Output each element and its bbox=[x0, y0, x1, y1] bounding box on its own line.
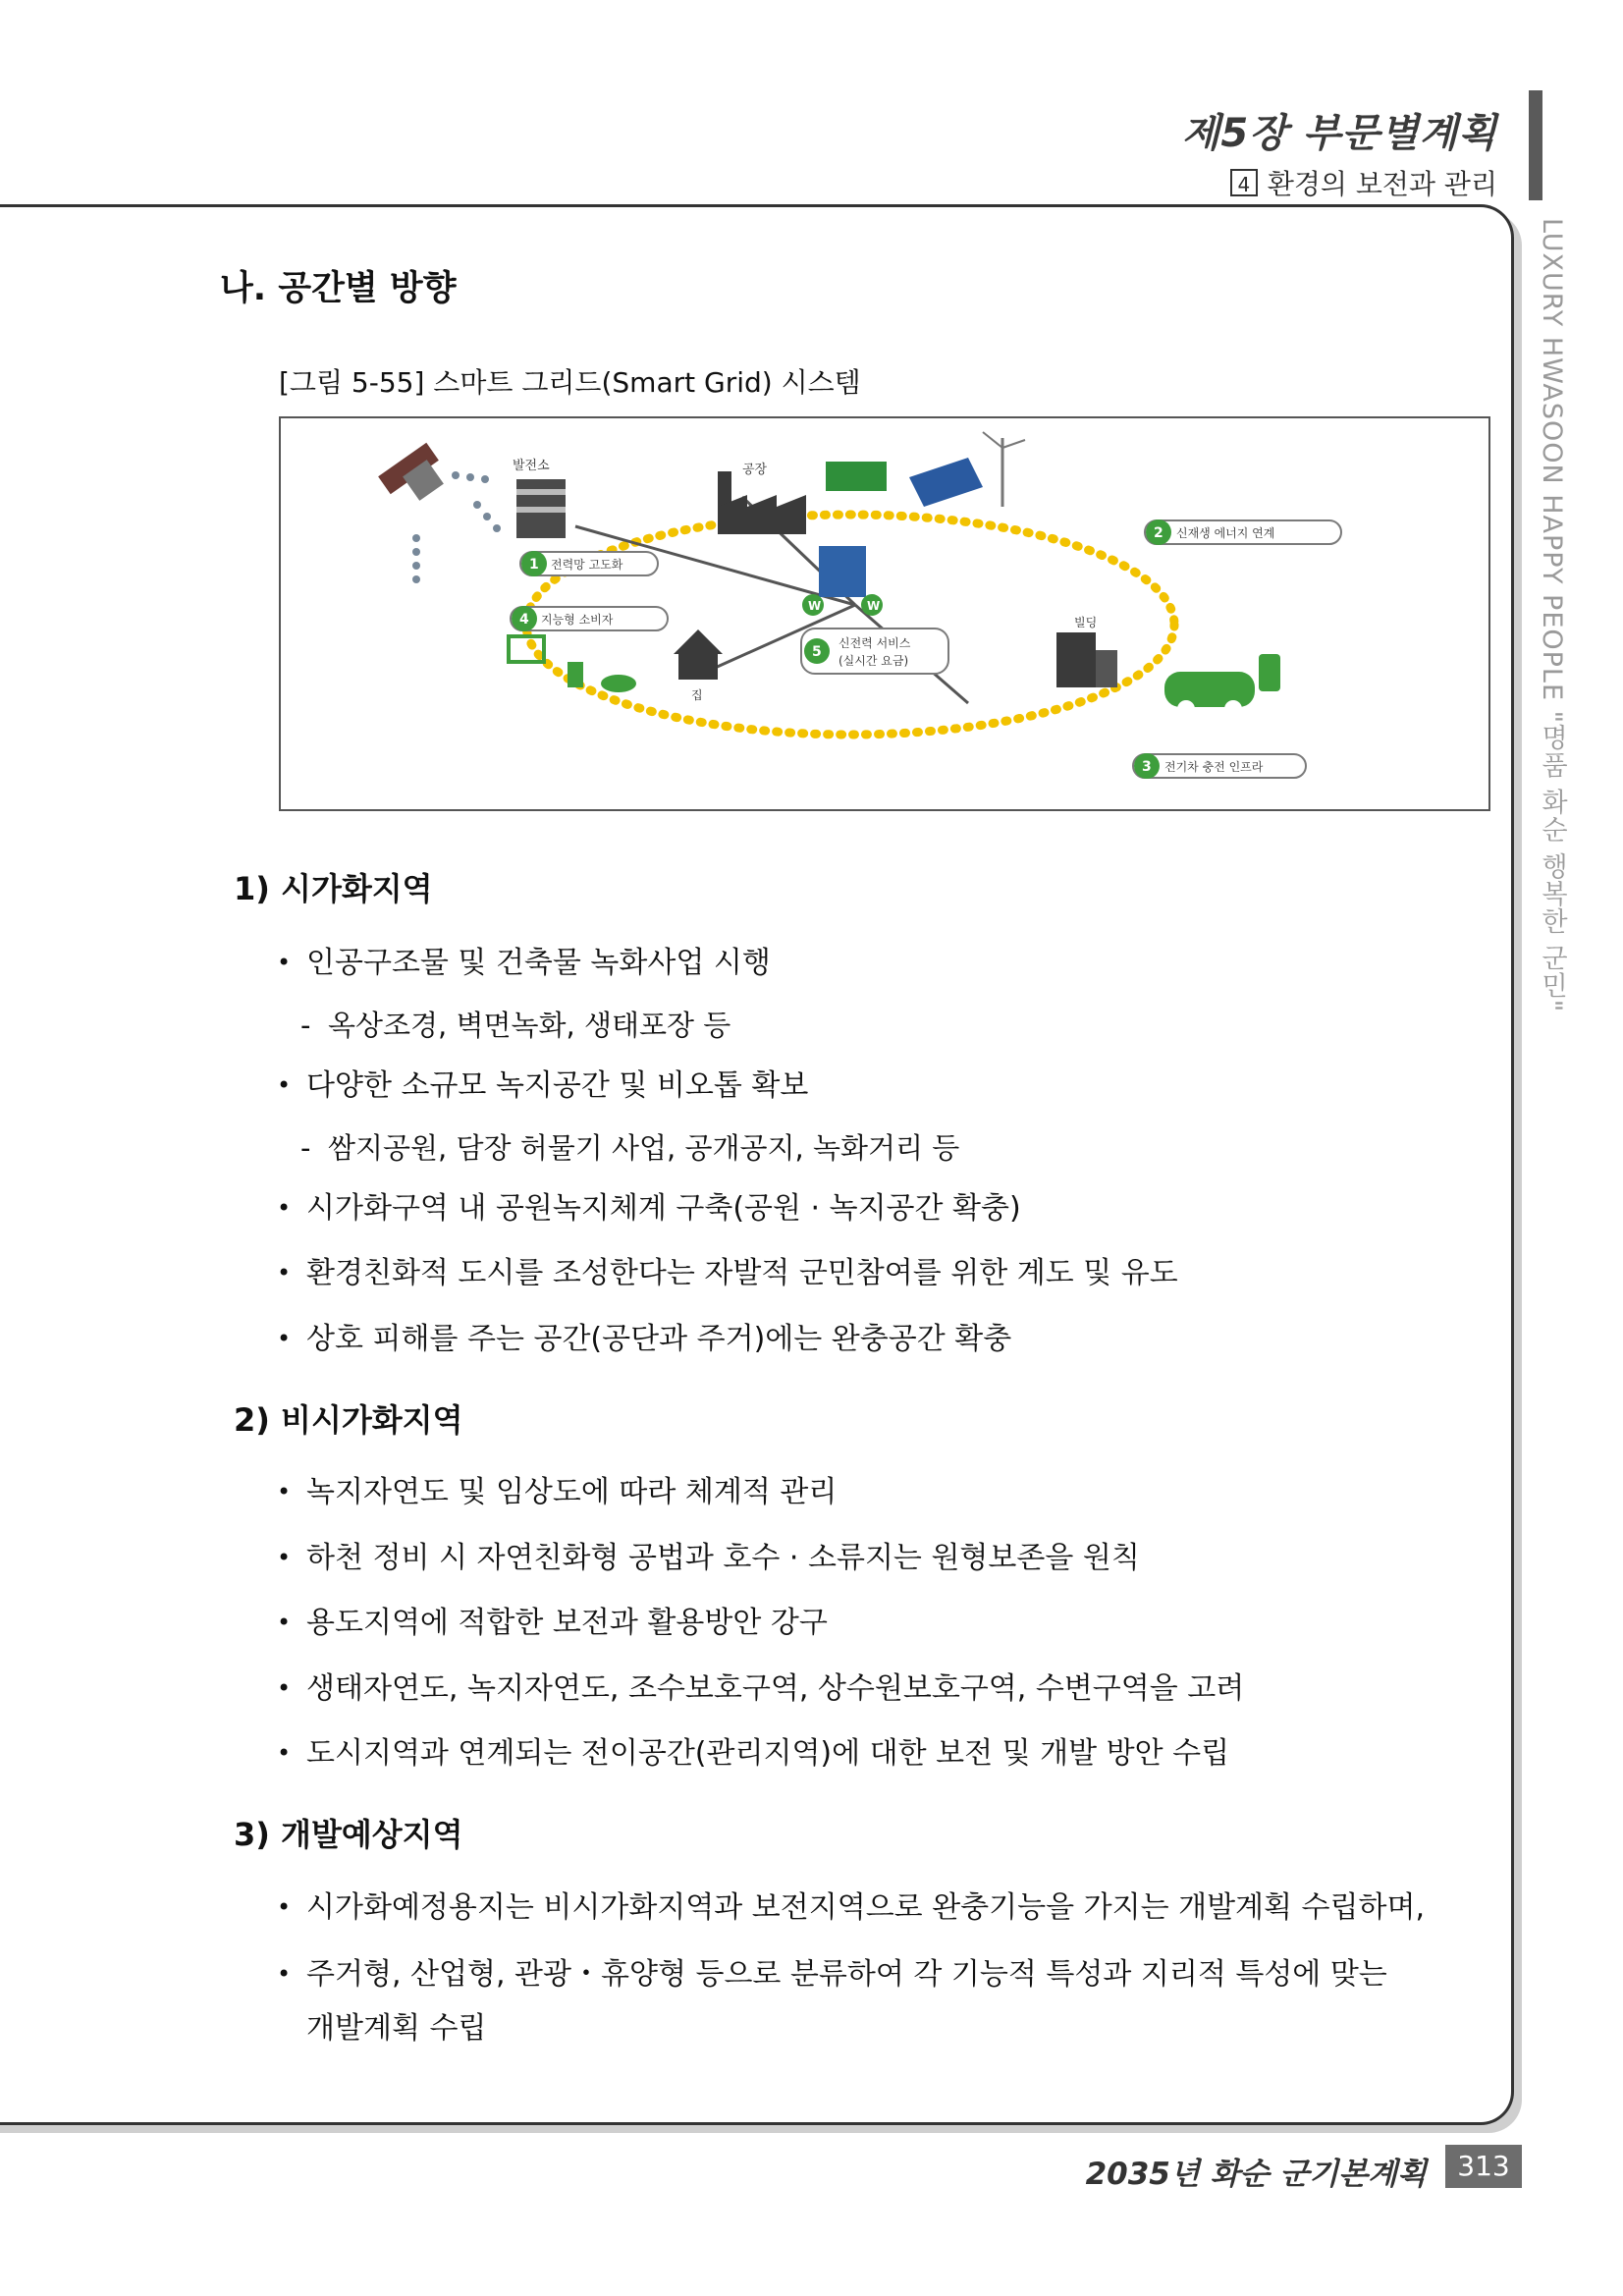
bullet-text: 도시지역과 연계되는 전이공간(관리지역)에 대한 보전 및 개발 방안 수립 bbox=[306, 1736, 1230, 1771]
bullet-text: 인공구조물 및 건축물 녹화사업 시행 bbox=[306, 946, 771, 980]
dash-1-2 bbox=[300, 1126, 959, 1167]
section-title: 나. 공간별 방향 bbox=[220, 269, 457, 308]
bullet-text: 주거형, 산업형, 관광・휴양형 등으로 분류하여 각 기능적 특성과 지리적 특성에 맞는 bbox=[306, 1957, 1387, 1992]
dash-symbol: - bbox=[300, 1009, 311, 1042]
power-plant-label: 발전소 bbox=[513, 459, 550, 473]
bullet-text: 환경친화적 도시를 조성한다는 자발적 군민참여를 위한 계도 및 유도 bbox=[306, 1256, 1178, 1290]
bullet-text: 녹지자연도 및 임상도에 따라 체계적 관리 bbox=[306, 1475, 838, 1509]
bullet-symbol: • bbox=[277, 1674, 292, 1702]
office-building-icon bbox=[1056, 632, 1117, 687]
bullet-text: 시가화예정용지는 비시가화지역과 보전지역으로 완충기능을 가지는 개발계획 수립하며, bbox=[306, 1890, 1426, 1925]
bullet-text: 용도지역에 적합한 보전과 활용방안 강구 bbox=[306, 1606, 828, 1640]
building-label: 빌딩 bbox=[1074, 616, 1098, 629]
dash-text: 쌈지공원, 담장 허물기 사업, 공개공지, 녹화거리 등 bbox=[328, 1131, 960, 1165]
w-left-label: W bbox=[808, 599, 822, 613]
chapter-title: 제5장 부문별계획 bbox=[1181, 111, 1497, 156]
section-reference bbox=[1230, 163, 1497, 202]
subsection-3-title: 3) 개발예상지역 bbox=[234, 1816, 463, 1853]
badge-4-number: 4 bbox=[519, 612, 529, 628]
bullet-symbol: • bbox=[277, 1893, 292, 1921]
bullet-text: 시가화구역 내 공원녹지체계 구축(공원 · 녹지공간 확충) bbox=[306, 1191, 1021, 1226]
bullet-symbol: • bbox=[277, 1325, 292, 1352]
electric-car-icon bbox=[1164, 654, 1280, 718]
bullet-1-3 bbox=[277, 1183, 1021, 1227]
bullet-text: 생태자연도, 녹지자연도, 조수보호구역, 상수원보호구역, 수변구역을 고려 bbox=[306, 1671, 1245, 1706]
bullet-1-1 bbox=[277, 938, 771, 981]
bullet-symbol: • bbox=[277, 1259, 292, 1286]
factory-icon bbox=[718, 471, 806, 534]
header-accent-bar bbox=[1529, 90, 1542, 200]
bullet-3-2-continuation: 개발계획 수립 bbox=[306, 2011, 487, 2046]
badge-3-number: 3 bbox=[1142, 759, 1152, 775]
bullet-2-4 bbox=[277, 1664, 1244, 1707]
badge-1-number: 1 bbox=[529, 557, 539, 573]
dash-text: 옥상조경, 벽면녹화, 생태포장 등 bbox=[328, 1009, 731, 1042]
badge-2-number: 2 bbox=[1154, 525, 1163, 541]
bullet-2-5 bbox=[277, 1728, 1229, 1772]
bullet-1-4 bbox=[277, 1248, 1178, 1291]
dash-symbol: - bbox=[300, 1131, 311, 1165]
badge-1-label: 전력망 고도화 bbox=[551, 558, 623, 572]
smart-grid-diagram bbox=[281, 418, 1488, 809]
bullet-symbol: • bbox=[277, 1071, 292, 1099]
factory-label: 공장 bbox=[742, 463, 768, 477]
bullet-3-2 bbox=[277, 1949, 1387, 1993]
badge-4-label: 지능형 소비자 bbox=[541, 613, 614, 627]
badge-3-label: 전기차 충전 인프라 bbox=[1164, 760, 1264, 774]
bullet-symbol: • bbox=[277, 1960, 292, 1988]
page-number: 313 bbox=[1445, 2145, 1522, 2188]
bullet-3-1 bbox=[277, 1883, 1425, 1926]
bullet-1-2 bbox=[277, 1061, 808, 1104]
bullet-symbol: • bbox=[277, 1544, 292, 1571]
footer-title: 2035년 화순 군기본계획 bbox=[1085, 2157, 1427, 2192]
side-slogan: LUXURY HWASOON HAPPY PEOPLE "명품 화순 행복한 군민" bbox=[1537, 218, 1567, 1013]
subsection-1-title: 1) 시가화지역 bbox=[234, 870, 433, 907]
badge-5-number: 5 bbox=[812, 644, 822, 660]
bullet-text: 다양한 소규모 녹지공간 및 비오톱 확보 bbox=[306, 1068, 809, 1103]
bullet-2-2 bbox=[277, 1533, 1140, 1576]
bullet-text: 상호 피해를 주는 공간(공단과 주거)에는 완충공간 확충 bbox=[306, 1322, 1012, 1356]
subsection-2-title: 2) 비시가화지역 bbox=[234, 1401, 463, 1439]
bullet-symbol: • bbox=[277, 949, 292, 976]
power-plant-icon bbox=[516, 479, 566, 538]
section-number-box: 4 bbox=[1230, 169, 1258, 196]
section-ref-title: 환경의 보전과 관리 bbox=[1267, 168, 1497, 200]
house-label: 집 bbox=[691, 688, 703, 702]
bullet-1-5 bbox=[277, 1314, 1011, 1357]
badge-5-label-line1: 신전력 서비스 bbox=[839, 636, 911, 650]
w-right-label: W bbox=[867, 599, 881, 613]
house-icon bbox=[674, 629, 723, 680]
figure-caption: [그림 5-55] 스마트 그리드(Smart Grid) 시스템 bbox=[279, 366, 861, 399]
renewable-energy-icon bbox=[826, 432, 1025, 507]
bullet-symbol: • bbox=[277, 1609, 292, 1636]
badge-5-label-line2: (실시간 요금) bbox=[839, 654, 909, 668]
bullet-symbol: • bbox=[277, 1739, 292, 1767]
bullet-symbol: • bbox=[277, 1194, 292, 1222]
satellite-icon bbox=[378, 443, 501, 583]
bullet-2-1 bbox=[277, 1467, 837, 1510]
smart-grid-figure bbox=[279, 416, 1490, 811]
badge-2-label: 신재생 에너지 연계 bbox=[1176, 526, 1275, 540]
bullet-symbol: • bbox=[277, 1478, 292, 1505]
bullet-text: 하천 정비 시 자연친화형 공법과 호수 · 소류지는 원형보존을 원칙 bbox=[306, 1541, 1140, 1575]
bullet-2-3 bbox=[277, 1598, 828, 1641]
dash-1-1 bbox=[300, 1004, 730, 1044]
